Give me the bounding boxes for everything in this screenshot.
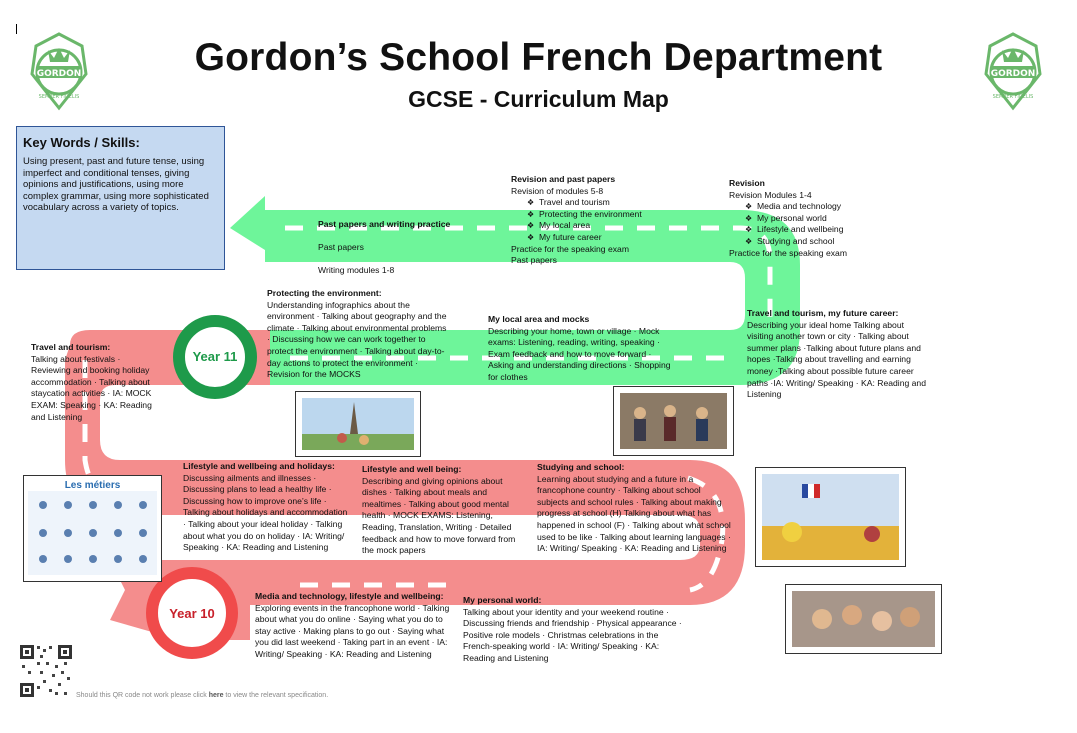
travel-text: Talking about festivals · Reviewing and booking holiday accommodation · Talking about staycation activities · IA: MOCK EXAM: Speaking · KA: Reading and Listening — [31, 353, 152, 422]
travel-career-heading: Travel and tourism, my future career: — [747, 308, 899, 318]
qr-note-text-end: to view the relevant specification. — [223, 692, 329, 699]
personal-text: Talking about your identity and your weekend routine · Discussing friends and friendship · Physical appearance · Positive role models · Christmas celebrations in the French-speaking world · IA: Writing/ Speaking · KA: Reading and Listening — [463, 606, 682, 663]
year11-label: Year 11 — [192, 349, 238, 364]
travel-block — [31, 342, 159, 423]
les-metiers-title: Les métiers — [64, 480, 121, 491]
revision-block — [729, 178, 909, 259]
street-band-photo — [613, 386, 734, 456]
page-subtitle: GCSE - Curriculum Map — [408, 86, 669, 112]
protecting-block — [267, 288, 447, 381]
revision-bullet: ❖ Lifestyle and wellbeing — [729, 224, 909, 236]
revision-bullet: ❖ Travel and tourism — [511, 197, 711, 209]
les-metiers-poster — [23, 475, 162, 582]
svg-text:SEMPER FIDELIS: SEMPER FIDELIS — [992, 94, 1034, 100]
media-text: Exploring events in the francophone world · Talking about what you do online · Saying what you do to stay active · Making plans to go out · Saying what you did last weekend · Taking part in an event · IA: Writing/ Speaking · KA: Reading and Listening — [255, 602, 450, 659]
revision-after: Practice for the speaking exam — [729, 247, 847, 258]
lifestyle-holidays-block — [183, 461, 348, 554]
studying-block — [537, 462, 732, 555]
lifestyle-wellbeing-block — [362, 464, 522, 557]
travel-career-text: Describing your ideal home Talking about visiting another town or city · Talking about summer plans ·Talking about future plans and hopes ·Talking about travelling and earning money ·Talking about possible future career paths ·IA: Writing/ Speaking · KA: Reading and Listening — [747, 319, 926, 400]
revision-bullet: ❖ Studying and school — [729, 236, 909, 248]
lifestyle-holidays-heading: Lifestyle and wellbeing and holidays: — [183, 461, 335, 471]
eiffel-tower-photo — [295, 391, 421, 457]
revision-heading: Revision — [729, 178, 765, 188]
revision-intro: Revision Modules 1-4 — [729, 189, 812, 200]
revision-bullet: ❖ My local area — [511, 220, 711, 232]
qr-note-text: Should this QR code not work please click — [76, 692, 209, 699]
travel-heading: Travel and tourism: — [31, 342, 111, 352]
revision-bullet: ❖ Protecting the environment — [511, 209, 711, 221]
revision-after: Practice for the speaking exam — [511, 243, 629, 254]
personal-block — [463, 595, 688, 665]
personal-heading: My personal world: — [463, 595, 542, 605]
past-papers-block — [318, 207, 488, 288]
revision-past-papers-heading: Revision and past papers — [511, 174, 616, 184]
revision-after: Past papers — [511, 255, 557, 266]
past-papers-heading: Past papers and writing practice — [318, 218, 451, 229]
media-heading: Media and technology, lifestyle and wellbeing: — [255, 591, 444, 601]
studying-heading: Studying and school: — [537, 462, 625, 472]
local-area-text: Describing your home, town or village · Mock exams: Listening, reading, writing, speaking · Exam feedback and how to move forward · Asking and understanding directions · Shopping for clothes — [488, 325, 671, 382]
past-papers-line: Writing modules 1-8 — [318, 264, 395, 275]
page-title: Gordon’s School French Department — [194, 36, 883, 79]
logo-top-text: GORDON — [36, 69, 82, 79]
friends-photo — [785, 584, 942, 654]
revision-bullet: ❖ Media and technology — [729, 201, 909, 213]
revision-past-papers-block — [511, 174, 711, 267]
spec-link[interactable]: here — [208, 692, 224, 699]
festival-photo — [755, 467, 906, 567]
key-words-text: Using present, past and future tense, using imperfect and conditional tenses, giving opinions and justifications, using more complex grammar, using more sophisticated vocabulary across a variety of topics. — [23, 156, 209, 213]
revision-intro: Revision of modules 5-8 — [511, 185, 604, 196]
key-words-title: Key Words / Skills: — [23, 135, 140, 150]
studying-text: Learning about studying and a future in a francophone country · Talking about school subjects and school rules · Talking about making progress at school (H) Talking about what has happened in school (F) · Talking about what school used to be like · Talking about learning languages · IA: Writing/ Speaking · KA: Reading and Listening — [537, 473, 731, 554]
lifestyle-holidays-text: Discussing ailments and illnesses · Discussing plans to lead a healthy life · Discussing how to improve one’s life · Talking about holidays and accommodation · Talking about your ideal holiday · Talking about what you do on holiday · IA: Writing/ Speaking · KA: Reading and Listening — [183, 472, 348, 553]
local-area-heading: My local area and mocks — [488, 314, 590, 324]
protecting-heading: Protecting the environment: — [267, 288, 382, 298]
travel-career-block — [747, 308, 932, 401]
svg-text:GORDON: GORDON — [990, 69, 1036, 79]
logo-bottom-text: SEMPER FIDELIS — [38, 94, 80, 100]
lifestyle-wellbeing-heading: Lifestyle and well being: — [362, 464, 462, 474]
past-papers-line: Past papers — [318, 241, 364, 252]
revision-bullet: ❖ My future career — [511, 232, 711, 244]
qr-note — [76, 692, 328, 699]
revision-bullet: ❖ My personal world — [729, 213, 909, 225]
media-block — [255, 591, 450, 661]
local-area-block — [488, 314, 673, 384]
year10-label: Year 10 — [169, 606, 215, 621]
qr-code[interactable] — [19, 644, 73, 698]
lifestyle-wellbeing-text: Describing and giving opinions about dishes · Talking about meals and mealtimes · Talking about good mental health · MOCK EXAMS: Listening, Reading, Translation, Writing · Detailed feedback and how to move forward from the mock papers — [362, 475, 516, 556]
protecting-text: Understanding infographics about the environment · Talking about geography and the climate · Talking about environmental problems · Discussing how we can work together to protect the environment · Talking about day-to-day actions to protect the environment · Revision for the MOCKS — [267, 299, 447, 380]
